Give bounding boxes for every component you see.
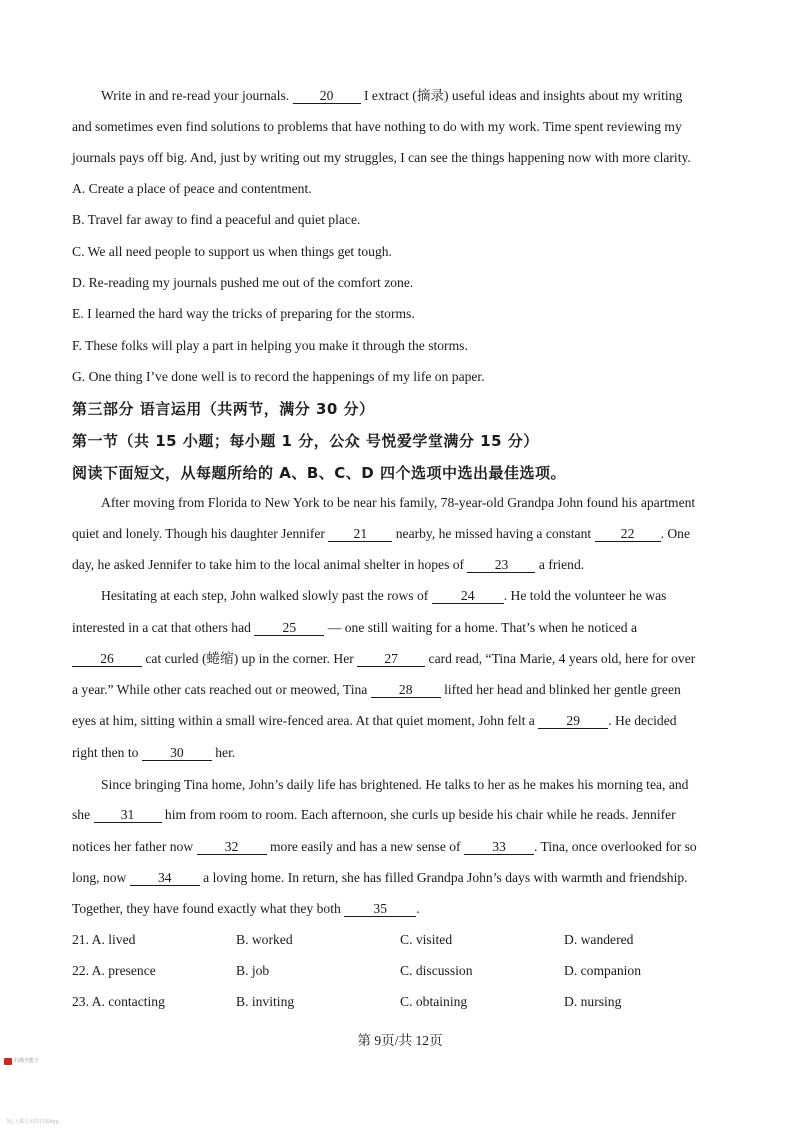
blank-27: 27 [357, 651, 425, 667]
blank-28: 28 [371, 682, 441, 698]
q22-option-b: B. job [236, 963, 270, 978]
blank-30: 30 [142, 745, 212, 761]
passage-line: Write in and re-read your journals. 20 I extract (摘录) useful ideas and insights about my writing [101, 88, 683, 103]
cloze-line: a year.” While other cats reached out or meowed, Tina 28 lifted her head and blinked her gentle green [72, 682, 681, 697]
option-a: A. Create a place of peace and contentment. [72, 181, 312, 196]
page-number: 第 9页/共 12页 [357, 1033, 443, 1048]
q21-option-c: C. visited [400, 932, 453, 947]
q22-option-c: C. discussion [400, 963, 473, 978]
part-heading: 第三部分 语言运用（共两节，满分 30 分） [72, 400, 375, 418]
blank-29: 29 [538, 713, 608, 729]
option-g: G. One thing I’ve done well is to record the happenings of my life on paper. [72, 369, 485, 384]
blank-26: 26 [72, 651, 142, 667]
q23-option-a: 23. A. contacting [72, 994, 165, 1009]
scanner-logo-text: 扫描全能王 [14, 1058, 40, 1064]
blank-24: 24 [432, 588, 504, 604]
blank-22: 22 [595, 526, 661, 542]
q21-option-a: 21. A. lived [72, 932, 136, 947]
blank-21: 21 [328, 526, 392, 542]
cloze-line: interested in a cat that others had 25 — one still waiting for a home. That’s when he noticed a [72, 620, 638, 635]
passage-line: and sometimes even find solutions to problems that have nothing to do with my work. Time spent reviewing my [72, 119, 682, 134]
blank-35: 35 [344, 901, 416, 917]
cloze-line: right then to 30 her. [72, 745, 236, 760]
blank-32: 32 [197, 839, 267, 855]
blank-31: 31 [94, 807, 162, 823]
option-b: B. Travel far away to find a peaceful and quiet place. [72, 212, 361, 227]
cloze-line: day, he asked Jennifer to take him to the local animal shelter in hopes of 23 a friend. [72, 557, 585, 572]
q23-option-b: B. inviting [236, 994, 295, 1009]
q22-option-a: 22. A. presence [72, 963, 156, 978]
option-c: C. We all need people to support us when things get tough. [72, 244, 392, 259]
passage-line: journals pays off big. And, just by writing out my struggles, I can see the things happening now with more clarity. [72, 150, 691, 165]
blank-34: 34 [130, 870, 200, 886]
cloze-line: Hesitating at each step, John walked slowly past the rows of 24 . He told the volunteer he was [101, 588, 667, 603]
blank-20: 20 [293, 88, 361, 104]
cloze-line: After moving from Florida to New York to be near his family, 78-year-old Grandpa John found his apartment [101, 495, 696, 510]
scanner-logo-icon [4, 1058, 12, 1065]
blank-25: 25 [254, 620, 324, 636]
cloze-line: Together, they have found exactly what they both 35 . [72, 901, 420, 916]
q22-option-d: D. companion [564, 963, 642, 978]
cloze-line: eyes at him, sitting within a small wire-fenced area. At that quiet moment, John felt a 29 . He decided [72, 713, 677, 728]
section-heading: 第一节（共 15 小题；每小题 1 分，公众 号悦爱学堂满分 15 分） [72, 432, 539, 450]
option-f: F. These folks will play a part in helping you make it through the storms. [72, 338, 468, 353]
cloze-line: 26 cat curled (蜷缩) up in the corner. Her 27 card read, “Tina Marie, 4 years old, here for over [72, 650, 732, 668]
cloze-line: she 31 him from room to room. Each afternoon, she curls up beside his chair while he reads. Jennifer [72, 807, 676, 822]
instruction-heading: 阅读下面短文，从每题所给的 A、B、C、D 四个选项中选出最佳选项。 [72, 464, 566, 482]
cloze-line: long, now 34 a loving home. In return, she has filled Grandpa John’s days with warmth and friendship. [72, 870, 688, 885]
blank-33: 33 [464, 839, 534, 855]
cloze-line: notices her father now 32 more easily and has a new sense of 33 . Tina, once overlooked for so [72, 839, 697, 854]
q23-option-c: C. obtaining [400, 994, 468, 1009]
q21-option-d: D. wandered [564, 932, 634, 947]
cloze-line: quiet and lonely. Though his daughter Jennifer 21 nearby, he missed having a constant 22 . One [72, 526, 691, 541]
q23-option-d: D. nursing [564, 994, 622, 1009]
cloze-line: Since bringing Tina home, John’s daily life has brightened. He talks to her as he makes his morning tea, and [101, 777, 689, 792]
option-d: D. Re-reading my journals pushed me out of the comfort zone. [72, 275, 414, 290]
option-e: E. I learned the hard way the tricks of preparing for the storms. [72, 306, 415, 321]
scanner-watermark: 3亿人都在用的扫描App [6, 1119, 59, 1125]
blank-23: 23 [467, 557, 535, 573]
q21-option-b: B. worked [236, 932, 293, 947]
